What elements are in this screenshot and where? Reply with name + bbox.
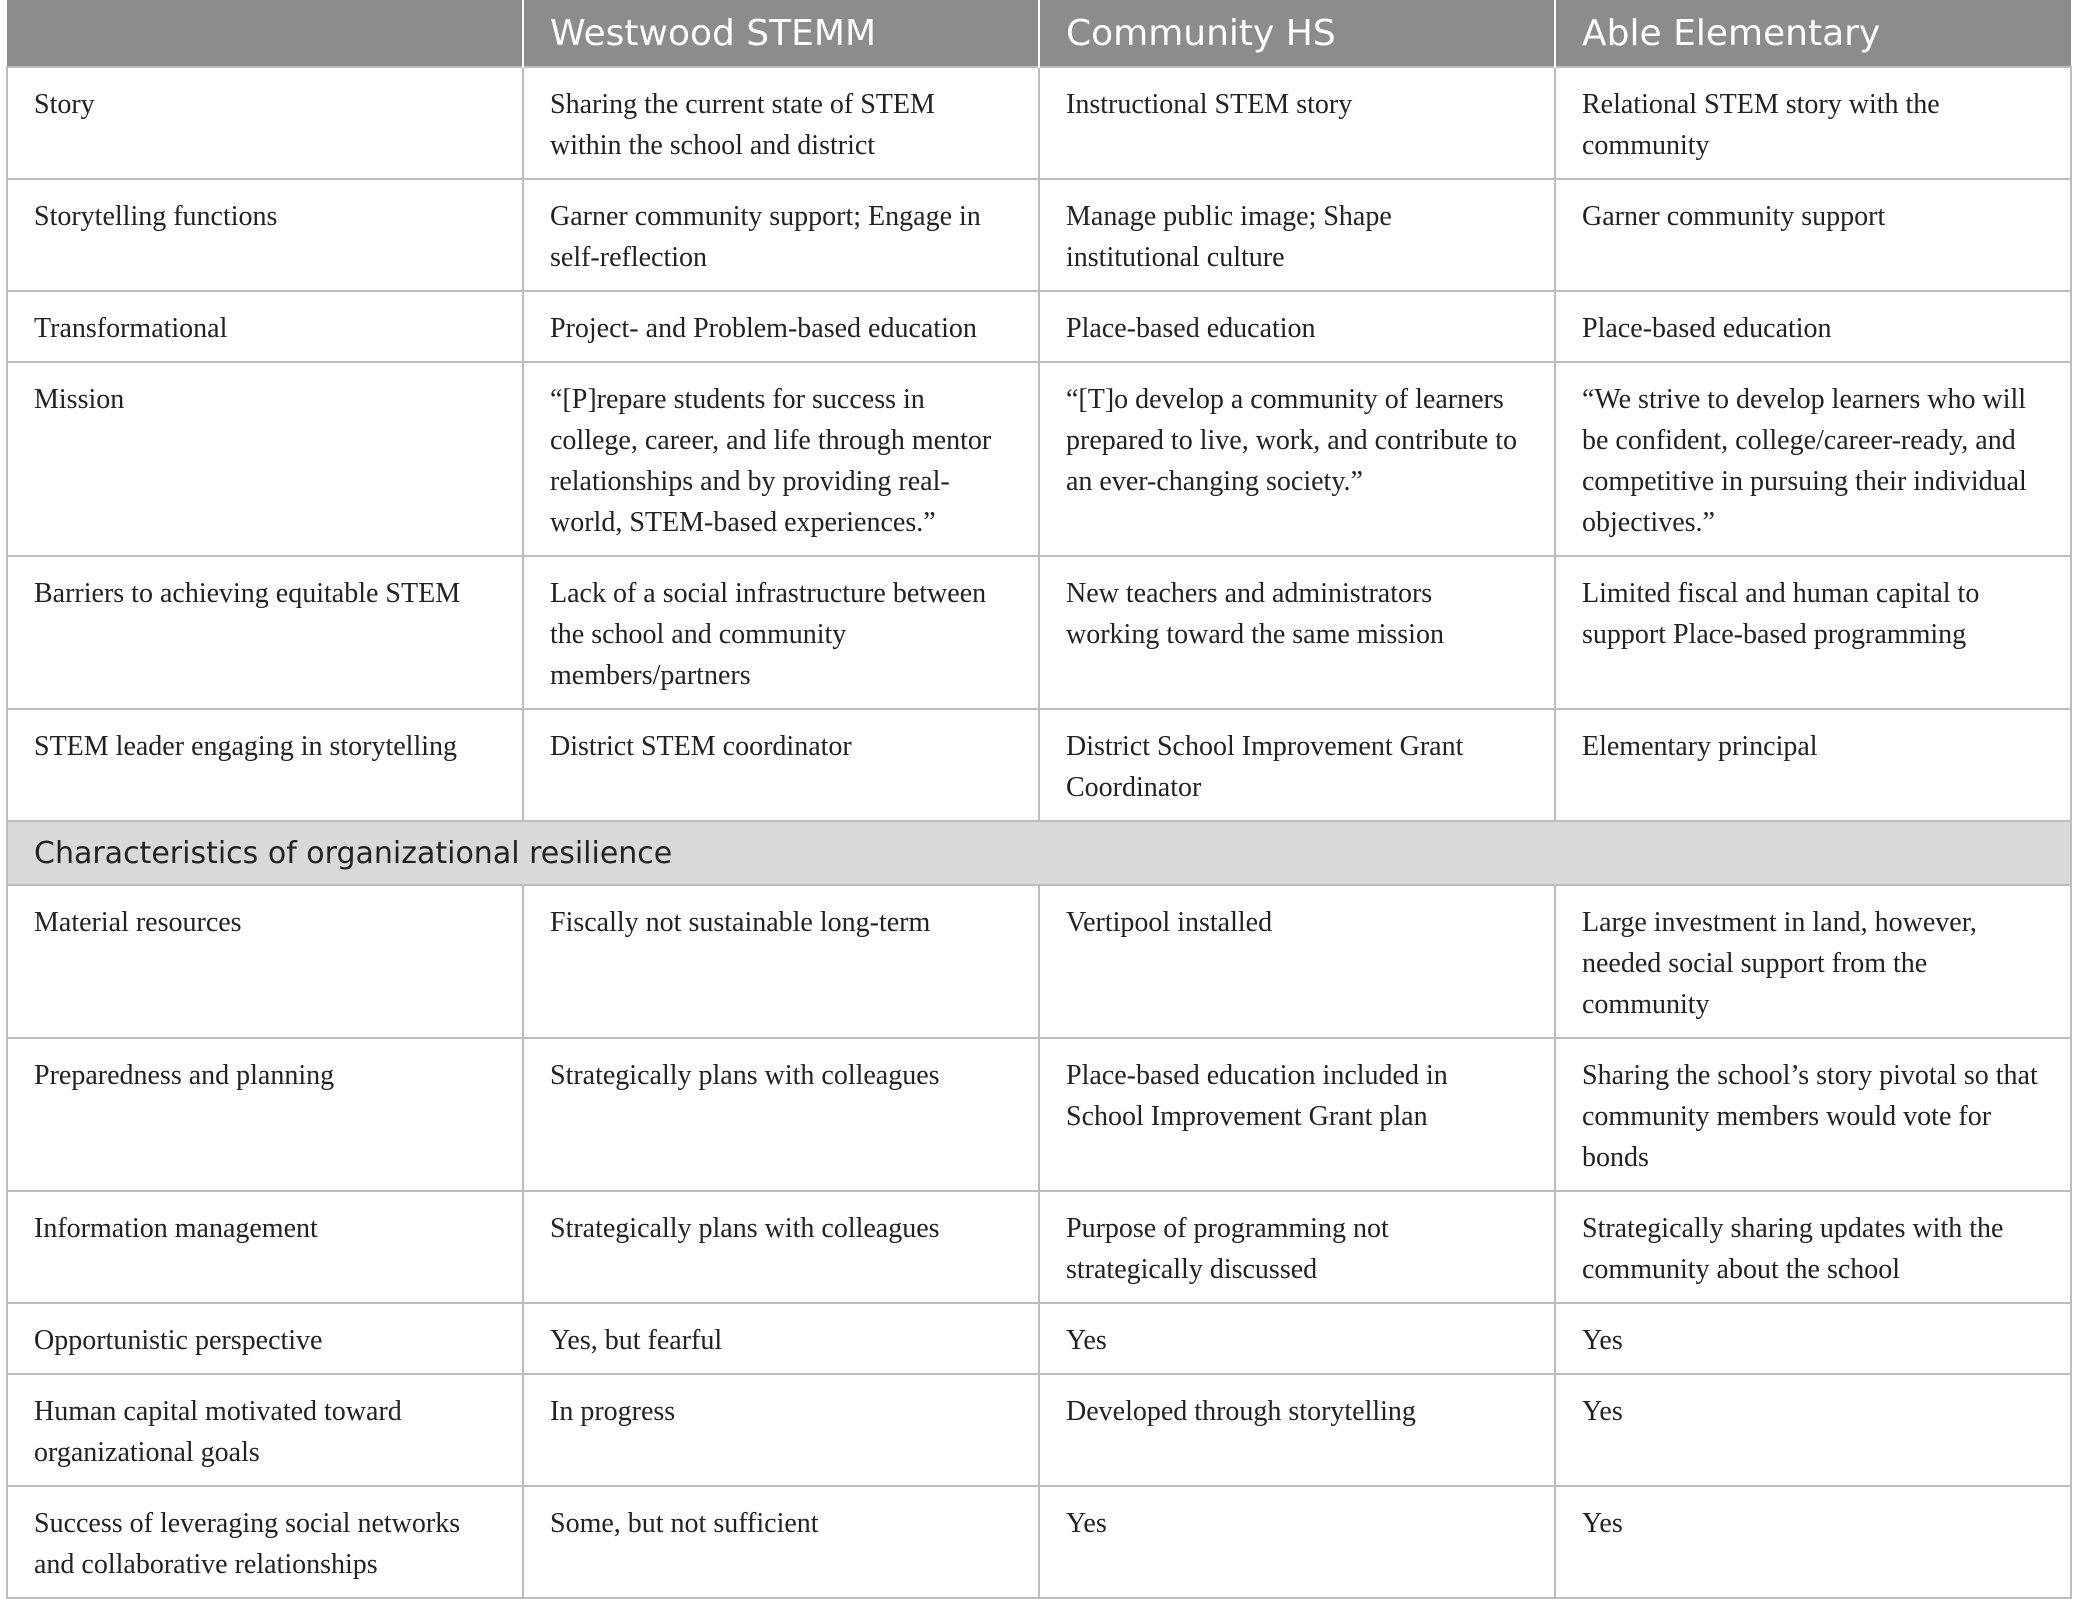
cell-able-elementary: Sharing the school’s story pivotal so that community members would vote for bonds	[1555, 1038, 2071, 1191]
cell-westwood-stemm: Project- and Problem-based education	[523, 291, 1039, 362]
table-row	[7, 179, 2071, 291]
cell-community-hs: Place-based education	[1039, 291, 1555, 362]
cell-westwood-stemm: Garner community support; Engage in self-reflection	[523, 179, 1039, 291]
cell-community-hs: “[T]o develop a community of learners prepared to live, work, and contribute to an ever-changing society.”	[1039, 362, 1555, 556]
comparison-table-container	[6, 0, 2070, 1599]
row-label-cell: Information management	[7, 1191, 523, 1303]
table-body-bottom	[7, 885, 2071, 1598]
row-label-cell: Human capital motivated toward organizational goals	[7, 1374, 523, 1486]
cell-community-hs: Purpose of programming not strategically discussed	[1039, 1191, 1555, 1303]
cell-community-hs: District School Improvement Grant Coordinator	[1039, 709, 1555, 821]
cell-westwood-stemm: Yes, but fearful	[523, 1303, 1039, 1374]
cell-able-elementary: Garner community support	[1555, 179, 2071, 291]
cell-able-elementary: Elementary principal	[1555, 709, 2071, 821]
cell-community-hs: Vertipool installed	[1039, 885, 1555, 1038]
comparison-table	[6, 0, 2072, 1599]
row-label-cell: Transformational	[7, 291, 523, 362]
cell-community-hs: Manage public image; Shape institutional culture	[1039, 179, 1555, 291]
section-title: Characteristics of organizational resilience	[7, 821, 2071, 885]
cell-westwood-stemm: Sharing the current state of STEM within the school and district	[523, 67, 1039, 179]
cell-able-elementary: Place-based education	[1555, 291, 2071, 362]
header-able-elementary: Able Elementary	[1555, 0, 2071, 67]
cell-westwood-stemm: District STEM coordinator	[523, 709, 1039, 821]
row-label-cell: Opportunistic perspective	[7, 1303, 523, 1374]
cell-community-hs: Yes	[1039, 1303, 1555, 1374]
cell-able-elementary: Limited fiscal and human capital to support Place-based programming	[1555, 556, 2071, 709]
cell-westwood-stemm: Strategically plans with colleagues	[523, 1191, 1039, 1303]
table-body-section	[7, 821, 2071, 885]
row-label-cell: Story	[7, 67, 523, 179]
table-row	[7, 1038, 2071, 1191]
cell-community-hs: New teachers and administrators working toward the same mission	[1039, 556, 1555, 709]
cell-westwood-stemm: Some, but not sufficient	[523, 1486, 1039, 1598]
row-label-cell: Mission	[7, 362, 523, 556]
table-row	[7, 556, 2071, 709]
cell-westwood-stemm: Strategically plans with colleagues	[523, 1038, 1039, 1191]
table-row	[7, 362, 2071, 556]
cell-able-elementary: Yes	[1555, 1486, 2071, 1598]
table-row	[7, 1191, 2071, 1303]
table-row	[7, 67, 2071, 179]
table-body-top	[7, 67, 2071, 821]
row-label-cell: STEM leader engaging in storytelling	[7, 709, 523, 821]
cell-community-hs: Yes	[1039, 1486, 1555, 1598]
cell-community-hs: Instructional STEM story	[1039, 67, 1555, 179]
row-label-cell: Barriers to achieving equitable STEM	[7, 556, 523, 709]
cell-westwood-stemm: “[P]repare students for success in college, career, and life through mentor relationships and by providing real-world, STEM-based experiences.”	[523, 362, 1039, 556]
table-row	[7, 1486, 2071, 1598]
table-row	[7, 1303, 2071, 1374]
table-row	[7, 709, 2071, 821]
table-row	[7, 885, 2071, 1038]
cell-westwood-stemm: In progress	[523, 1374, 1039, 1486]
cell-able-elementary: Strategically sharing updates with the community about the school	[1555, 1191, 2071, 1303]
cell-community-hs: Place-based education included in School Improvement Grant plan	[1039, 1038, 1555, 1191]
row-label-cell: Success of leveraging social networks and collaborative relationships	[7, 1486, 523, 1598]
cell-westwood-stemm: Fiscally not sustainable long-term	[523, 885, 1039, 1038]
cell-community-hs: Developed through storytelling	[1039, 1374, 1555, 1486]
row-label-cell: Material resources	[7, 885, 523, 1038]
header-community-hs: Community HS	[1039, 0, 1555, 67]
cell-able-elementary: Yes	[1555, 1374, 2071, 1486]
section-header-row	[7, 821, 2071, 885]
cell-able-elementary: “We strive to develop learners who will be confident, college/career-ready, and competitive in pursuing their individual objectives.”	[1555, 362, 2071, 556]
cell-able-elementary: Yes	[1555, 1303, 2071, 1374]
header-westwood-stemm: Westwood STEMM	[523, 0, 1039, 67]
cell-able-elementary: Large investment in land, however, needed social support from the community	[1555, 885, 2071, 1038]
table-row	[7, 1374, 2071, 1486]
header-empty-cell	[7, 0, 523, 67]
header-row	[7, 0, 2071, 67]
row-label-cell: Storytelling functions	[7, 179, 523, 291]
row-label-cell: Preparedness and planning	[7, 1038, 523, 1191]
cell-able-elementary: Relational STEM story with the community	[1555, 67, 2071, 179]
table-row	[7, 291, 2071, 362]
cell-westwood-stemm: Lack of a social infrastructure between the school and community members/partners	[523, 556, 1039, 709]
